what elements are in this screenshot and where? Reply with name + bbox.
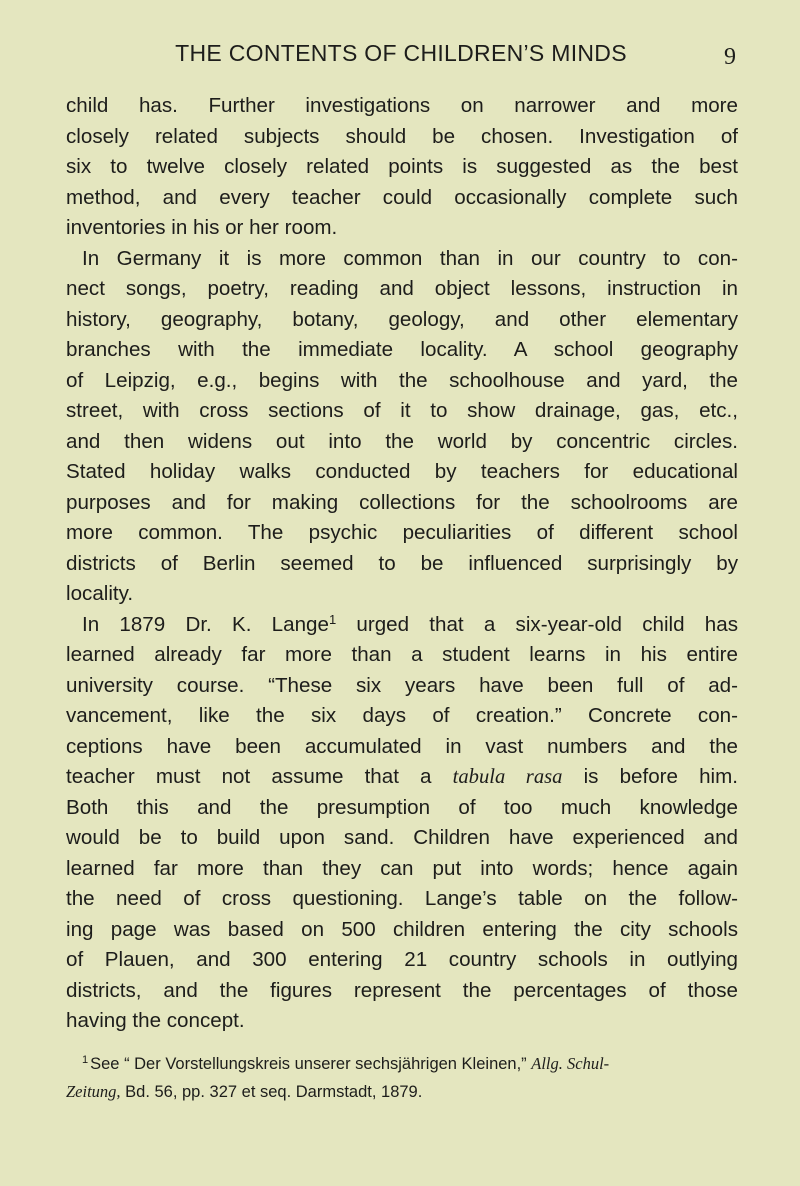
text-line: would be to build upon sand. Children have experienced and (66, 826, 738, 849)
paragraph-3 (66, 610, 738, 1037)
body-text (66, 91, 738, 1037)
text-line: closely related subjects should be chosen. Investigation of (66, 124, 738, 148)
running-title: THE CONTENTS OF CHILDREN’S MINDS (175, 40, 627, 66)
text-run: is before him. (562, 765, 738, 788)
text-line: the need of cross questioning. Lange’s table on the follow- (66, 887, 738, 910)
text-run: See “ Der Vorstellungskreis unserer sechsjährigen Kleinen,” (90, 1055, 532, 1073)
text-line: child has. Further investigations on narrower and more (66, 94, 738, 117)
paragraph-1 (66, 91, 738, 244)
footnote-marker: 1 (82, 1054, 89, 1066)
text-line: method, and every teacher could occasionally complete such (66, 185, 738, 209)
text-line: districts of Berlin seemed to be influenced surprisingly by (66, 551, 738, 575)
text-run: urged that a six-year-old child has (336, 612, 738, 636)
text-line (66, 610, 738, 641)
text-run: teacher must not assume that a (66, 765, 453, 788)
text-line: purposes and for making collections for the schoolrooms are (66, 490, 738, 514)
text-line (66, 762, 738, 793)
text-run: In 1879 Dr. K. Lange (82, 612, 329, 636)
text-line: of Plauen, and 300 entering 21 country schools in outlying (66, 948, 738, 971)
text-line: vancement, like the six days of creation.” Concrete con- (66, 704, 738, 727)
footnote (66, 1046, 738, 1106)
text-line: history, geography, botany, geology, and other elementary (66, 307, 738, 331)
text-line: having the concept. (66, 1009, 245, 1032)
text-line: locality. (66, 582, 134, 605)
footnote-line (66, 1078, 738, 1106)
text-line: ceptions have been accumulated in vast numbers and the (66, 734, 738, 758)
text-line: learned already far more than a student learns in his entire (66, 643, 738, 666)
text-line: In Germany it is more common than in our country to con- (82, 246, 738, 270)
text-line: Stated holiday walks conducted by teachers for educational (66, 460, 738, 483)
text-line: learned far more than they can put into words; hence again (66, 856, 738, 880)
footnote-line (66, 1046, 738, 1078)
journal-title: Zeitung, (66, 1082, 121, 1101)
text-line: of Leipzig, e.g., begins with the schoolhouse and yard, the (66, 368, 738, 392)
text-run: Bd. 56, pp. 327 et seq. Darmstadt, 1879. (120, 1083, 423, 1101)
text-line: ing page was based on 500 children entering the city schools (66, 917, 738, 941)
text-line: and then widens out into the world by concentric circles. (66, 429, 738, 453)
text-line: street, with cross sections of it to show drainage, gas, etc., (66, 399, 738, 422)
page-number: 9 (724, 44, 736, 70)
journal-title: Allg. Schul- (531, 1054, 610, 1073)
text-line: six to twelve closely related points is suggested as the best (66, 155, 738, 178)
text-line: districts, and the figures represent the percentages of those (66, 978, 738, 1002)
text-line: branches with the immediate locality. A school geography (66, 338, 738, 361)
text-line: Both this and the presumption of too much knowledge (66, 795, 738, 819)
paragraph-2 (66, 244, 738, 610)
text-line: inventories in his or her room. (66, 216, 338, 239)
footnote-reference: 1 (328, 611, 337, 627)
italic-term: tabula rasa (452, 766, 563, 788)
text-line: more common. The psychic peculiarities of different school (66, 521, 738, 544)
text-line: nect songs, poetry, reading and object lessons, instruction in (66, 277, 738, 300)
text-line: university course. “These six years have been full of ad- (66, 673, 738, 697)
